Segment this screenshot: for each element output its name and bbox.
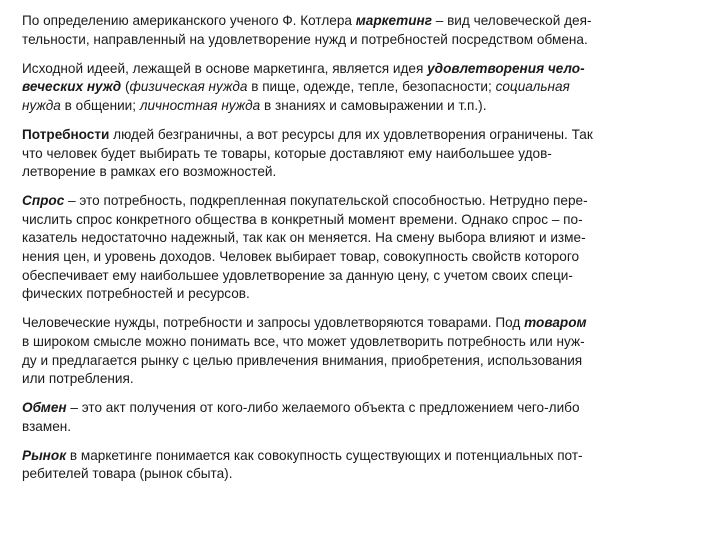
text-run: Человеческие нужды, потребности и запросы удовлетворяются товарами. Под	[22, 315, 525, 331]
text-line	[22, 60, 698, 79]
text-run: Исходной идеей, лежащей в основе маркетинга, является идея	[22, 60, 428, 76]
term-marketing: маркетинг	[355, 13, 432, 28]
text-line: что человек будет выбирать те товары, которые доставляют ему наибольшее удов-	[22, 145, 552, 161]
text-run: – это акт получения от кого-либо желаемого объекта с предложением чего-либо	[66, 400, 580, 416]
text-line: ду и предлагается рынку с целью привлечения внимания, приобретения, использования	[22, 352, 583, 368]
text-line	[22, 399, 698, 418]
text-line: или потребления.	[22, 371, 134, 387]
text-line	[22, 12, 698, 31]
paragraph-marketing-definition	[22, 12, 698, 49]
paragraph-market	[22, 447, 698, 484]
text-run: людей безграничны, а вот ресурсы для их удовлетворения ограничены. Так	[109, 126, 593, 142]
term-physical-need: физическая нужда	[129, 79, 248, 95]
text-run: в пище, одежде, тепле, безопасности;	[247, 79, 496, 95]
text-line: летворение в рамках его возможностей.	[22, 164, 277, 180]
text-run: – вид человеческой дея-	[431, 13, 592, 28]
text-run: в общении;	[60, 97, 140, 113]
text-line: фических потребностей и ресурсов.	[22, 286, 250, 302]
text-line	[22, 126, 698, 145]
text-line: нения цен, и уровень доходов. Человек выбирает товар, совокупность свойств которого	[22, 249, 580, 265]
term-personal-need: личностная нужда	[139, 97, 261, 113]
text-run: в маркетинге понимается как совокупность существующих и потенциальных пот-	[66, 447, 583, 463]
text-line: числить спрос конкретного общества в конкретный момент времени. Однако спрос – по-	[22, 211, 583, 227]
text-line: ребителей товара (рынок сбыта).	[22, 466, 233, 482]
term-market: Рынок	[22, 447, 67, 463]
text-line: казатель недостаточно надежный, так как он меняется. На смену выбора влияют и изме-	[22, 230, 586, 246]
paragraph-demand	[22, 192, 698, 304]
text-line	[22, 314, 698, 333]
term-social: социальная	[495, 79, 570, 95]
term-demand: Спрос	[22, 193, 65, 209]
term-wants: Потребности	[22, 126, 110, 142]
text-line: взамен.	[22, 418, 72, 434]
text-line	[22, 192, 698, 211]
term-product: товаром	[524, 315, 587, 331]
paragraph-product	[22, 314, 698, 388]
text-line: тельности, направленный на удовлетворение нужд и потребностей посредством обмена.	[22, 31, 588, 47]
paragraph-exchange	[22, 399, 698, 436]
term-satisfaction: удовлетворения чело-	[427, 60, 585, 76]
text-run: – это потребность, подкрепленная покупательской способностью. Нетрудно пере-	[64, 193, 588, 209]
term-need: нужда	[22, 97, 61, 113]
paragraph-human-needs	[22, 60, 698, 116]
text-run: в знаниях и самовыражении и т.п.).	[260, 97, 487, 113]
text-line	[22, 78, 698, 97]
text-line	[22, 447, 698, 466]
text-line	[22, 97, 698, 116]
text-line: в широком смысле можно понимать все, что может удовлетворить потребность или нуж-	[22, 333, 585, 349]
term-exchange: Обмен	[22, 400, 67, 416]
term-human-needs: веческих нужд	[22, 79, 122, 95]
text-line: обеспечивает ему наибольшее удовлетворение за данную цену, с учетом своих специ-	[22, 267, 573, 283]
text-run: (	[121, 79, 130, 95]
paragraph-wants	[22, 126, 698, 182]
text-run: По определению американского ученого Ф. Котлера	[22, 13, 356, 28]
